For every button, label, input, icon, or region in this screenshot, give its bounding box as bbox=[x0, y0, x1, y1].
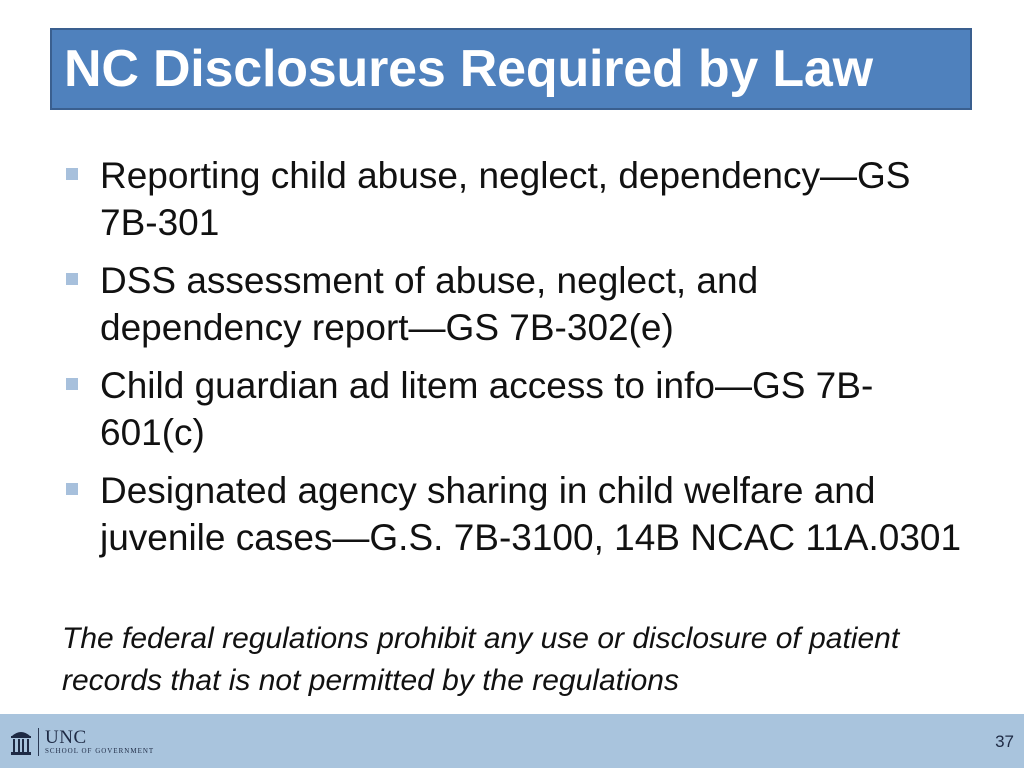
bullet-text: Child guardian ad litem access to info—GS 7B-601(c) bbox=[100, 365, 874, 453]
square-bullet-icon bbox=[66, 483, 78, 495]
slide-title: NC Disclosures Required by Law bbox=[64, 40, 873, 98]
square-bullet-icon bbox=[66, 273, 78, 285]
bullet-text: Designated agency sharing in child welfare and juvenile cases—G.S. 7B-3100, 14B NCAC 11A.0301 bbox=[100, 470, 962, 558]
footer-bar bbox=[0, 714, 1024, 768]
bullet-item bbox=[62, 257, 962, 351]
bullet-item bbox=[62, 467, 962, 561]
page-number: 37 bbox=[995, 732, 1014, 751]
logo-divider bbox=[38, 728, 39, 756]
logo-wordmark bbox=[45, 726, 155, 756]
unc-sog-logo bbox=[10, 726, 154, 758]
logo-subtitle-text: SCHOOL OF GOVERNMENT bbox=[45, 746, 155, 755]
bullet-text: DSS assessment of abuse, neglect, and dependency report—GS 7B-302(e) bbox=[100, 260, 759, 348]
square-bullet-icon bbox=[66, 378, 78, 390]
title-bar bbox=[50, 28, 972, 110]
bullet-item bbox=[62, 362, 962, 456]
bullet-item bbox=[62, 152, 962, 246]
logo-unc-text: UNC bbox=[45, 726, 87, 748]
footnote-text: The federal regulations prohibit any use or disclosure of patient records that is not permitted by the regulations bbox=[62, 622, 900, 697]
square-bullet-icon bbox=[66, 168, 78, 180]
old-well-icon bbox=[10, 728, 32, 756]
bullet-text: Reporting child abuse, neglect, dependency—GS 7B-301 bbox=[100, 155, 911, 243]
bullet-list bbox=[62, 152, 962, 572]
